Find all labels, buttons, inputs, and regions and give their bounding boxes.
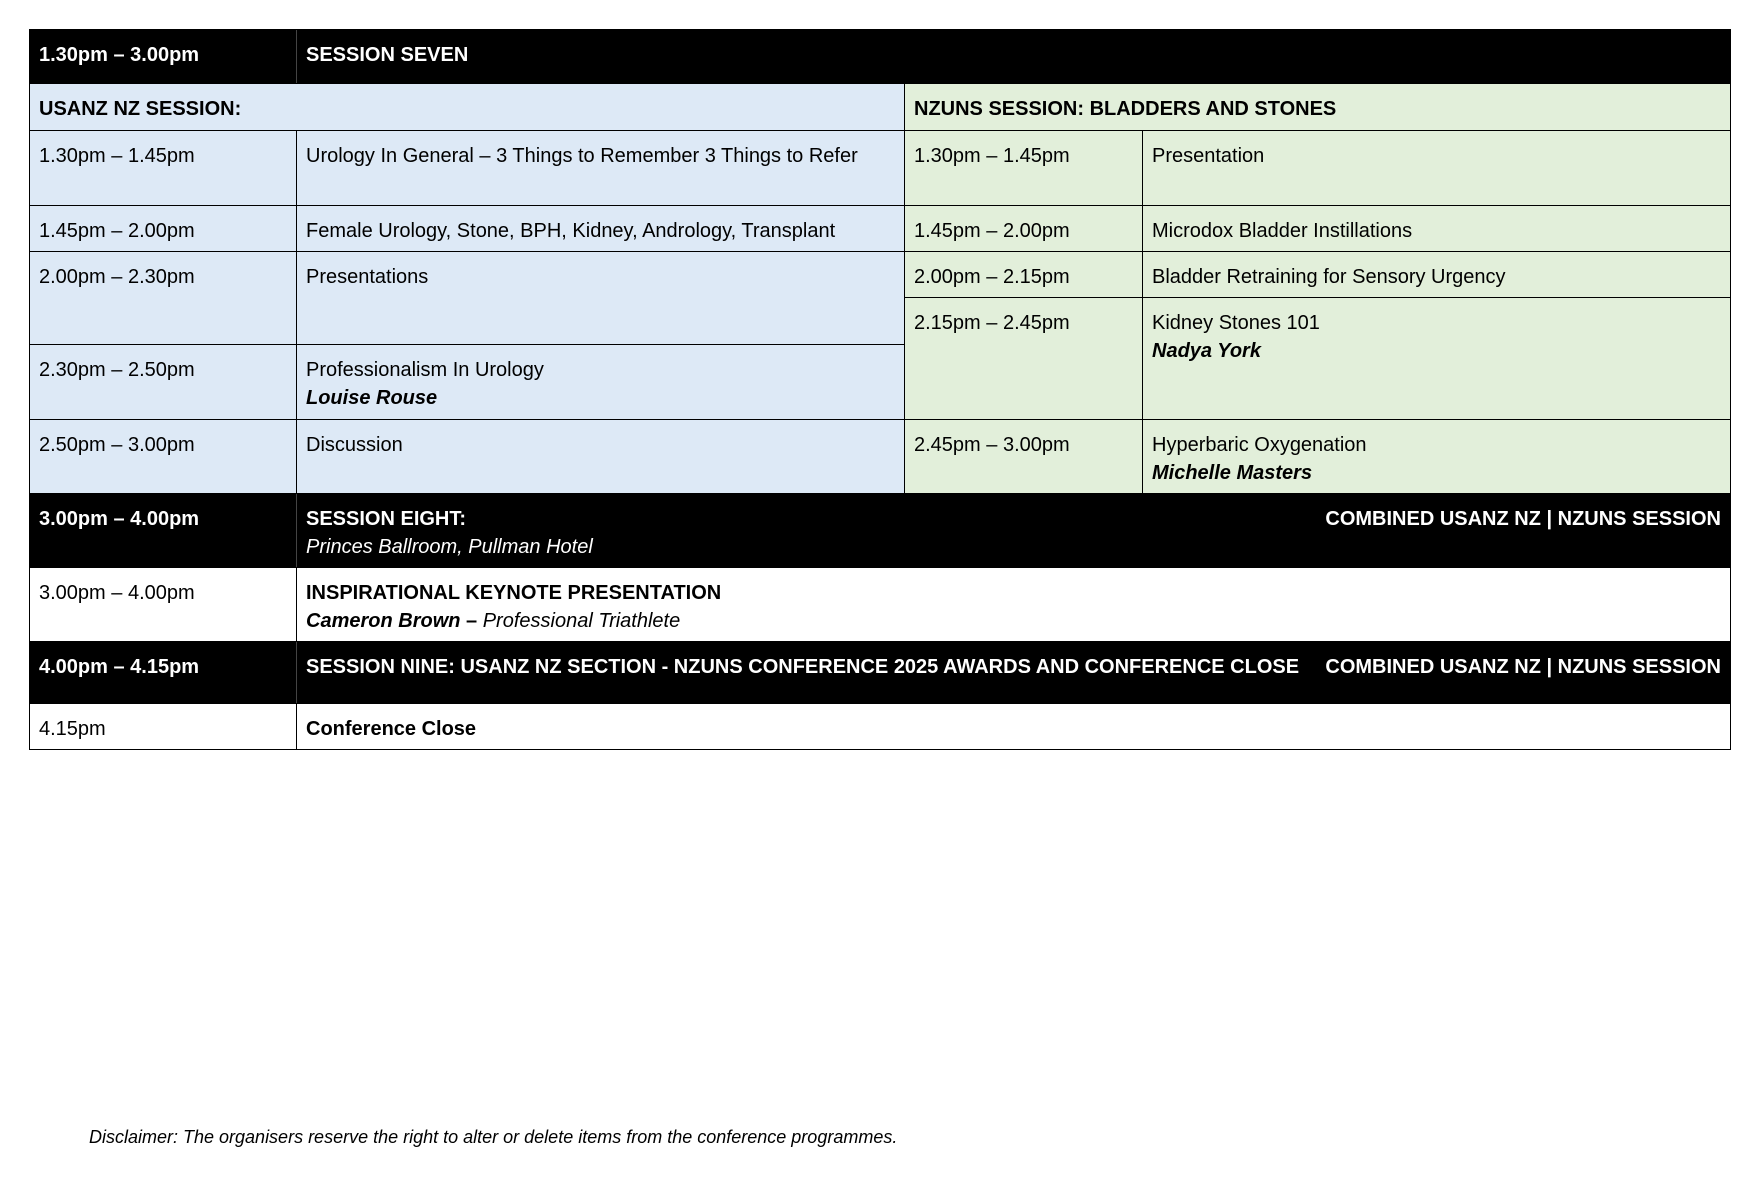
table-row bbox=[30, 205, 904, 251]
usanz-item-title: Female Urology, Stone, BPH, Kidney, Andrology, Transplant bbox=[296, 206, 904, 251]
session-seven-header bbox=[30, 30, 1730, 83]
table-row bbox=[30, 344, 904, 419]
keynote-row bbox=[30, 567, 1730, 641]
usanz-item-title: Professionalism In Urology bbox=[306, 359, 544, 381]
usanz-item-title: Discussion bbox=[296, 420, 904, 493]
keynote-title: INSPIRATIONAL KEYNOTE PRESENTATION bbox=[306, 582, 722, 604]
speaker-role: Professional Triathlete bbox=[482, 610, 681, 632]
table-row bbox=[905, 419, 1730, 493]
table-row bbox=[905, 131, 1730, 205]
usanz-item-time: 2.50pm – 3.00pm bbox=[39, 434, 195, 456]
nzuns-item-time: 2.45pm – 3.00pm bbox=[914, 434, 1070, 456]
session-eight-info bbox=[296, 494, 1730, 567]
usanz-session-header: USANZ NZ SESSION: bbox=[30, 84, 904, 130]
usanz-item-title: Urology In General – 3 Things to Remember 3 Things to Refer bbox=[296, 131, 904, 205]
nzuns-stream bbox=[904, 131, 1730, 493]
parallel-streams bbox=[30, 130, 1730, 493]
keynote-time: 3.00pm – 4.00pm bbox=[39, 582, 195, 604]
table-row bbox=[905, 205, 1730, 251]
conference-close-row bbox=[30, 703, 1730, 749]
usanz-item-title: Presentations bbox=[296, 252, 904, 344]
nzuns-item-time: 1.30pm – 1.45pm bbox=[914, 145, 1070, 167]
session-nine-combined-label: COMBINED USANZ NZ | NZUNS SESSION bbox=[1325, 656, 1721, 678]
table-row bbox=[30, 419, 904, 493]
session-eight-venue: Princes Ballroom, Pullman Hotel bbox=[306, 536, 593, 558]
close-time: 4.15pm bbox=[39, 718, 106, 740]
nzuns-item-title: Kidney Stones 101 bbox=[1152, 312, 1320, 334]
table-row bbox=[30, 251, 904, 344]
session-eight-header bbox=[30, 493, 1730, 567]
session-eight-time: 3.00pm – 4.00pm bbox=[39, 508, 200, 530]
usanz-item-time: 1.30pm – 1.45pm bbox=[39, 145, 195, 167]
nzuns-item-title: Bladder Retraining for Sensory Urgency bbox=[1142, 252, 1730, 297]
close-title: Conference Close bbox=[296, 704, 1730, 749]
speaker-name: Louise Rouse bbox=[306, 387, 438, 409]
nzuns-session-header: NZUNS SESSION: BLADDERS AND STONES bbox=[904, 84, 1730, 130]
keynote-content bbox=[296, 568, 1730, 641]
speaker-name: Nadya York bbox=[1152, 340, 1261, 362]
speaker-name: Cameron Brown bbox=[306, 610, 461, 632]
nzuns-item-time: 2.15pm – 2.45pm bbox=[914, 312, 1070, 334]
session-nine-header bbox=[30, 641, 1730, 703]
usanz-stream bbox=[30, 131, 904, 493]
nzuns-item-title: Hyperbaric Oxygenation bbox=[1152, 434, 1367, 456]
usanz-item-time: 1.45pm – 2.00pm bbox=[39, 220, 195, 242]
nzuns-item-time: 2.00pm – 2.15pm bbox=[914, 266, 1070, 288]
table-row bbox=[905, 297, 1730, 419]
nzuns-item-title: Presentation bbox=[1142, 131, 1730, 205]
nzuns-item-content bbox=[1142, 420, 1730, 493]
speaker-name: Michelle Masters bbox=[1152, 462, 1313, 484]
session-nine-info bbox=[296, 642, 1730, 703]
session-eight-title: SESSION EIGHT: bbox=[306, 508, 467, 530]
session-seven-time: 1.30pm – 3.00pm bbox=[39, 44, 200, 66]
usanz-item-time: 2.30pm – 2.50pm bbox=[39, 359, 195, 381]
disclaimer-text: Disclaimer: The organisers reserve the right to alter or delete items from the conference programmes. bbox=[89, 1127, 898, 1147]
nzuns-item-title: Microdox Bladder Instillations bbox=[1142, 206, 1730, 251]
session-eight-combined-label: COMBINED USANZ NZ | NZUNS SESSION bbox=[1325, 508, 1721, 530]
programme-table bbox=[29, 29, 1731, 750]
table-row bbox=[905, 251, 1730, 297]
speaker-separator: – bbox=[466, 610, 478, 632]
table-row bbox=[30, 131, 904, 205]
session-seven-title: SESSION SEVEN bbox=[296, 30, 477, 83]
nzuns-item-time: 1.45pm – 2.00pm bbox=[914, 220, 1070, 242]
session-nine-time: 4.00pm – 4.15pm bbox=[39, 656, 200, 678]
stream-headers bbox=[30, 83, 1730, 130]
nzuns-item-content bbox=[1142, 298, 1730, 419]
usanz-item-time: 2.00pm – 2.30pm bbox=[39, 266, 195, 288]
session-nine-title: SESSION NINE: USANZ NZ SECTION - NZUNS CONFERENCE 2025 AWARDS AND CONFERENCE CLOSE bbox=[306, 656, 1300, 678]
usanz-item-content bbox=[296, 345, 904, 419]
